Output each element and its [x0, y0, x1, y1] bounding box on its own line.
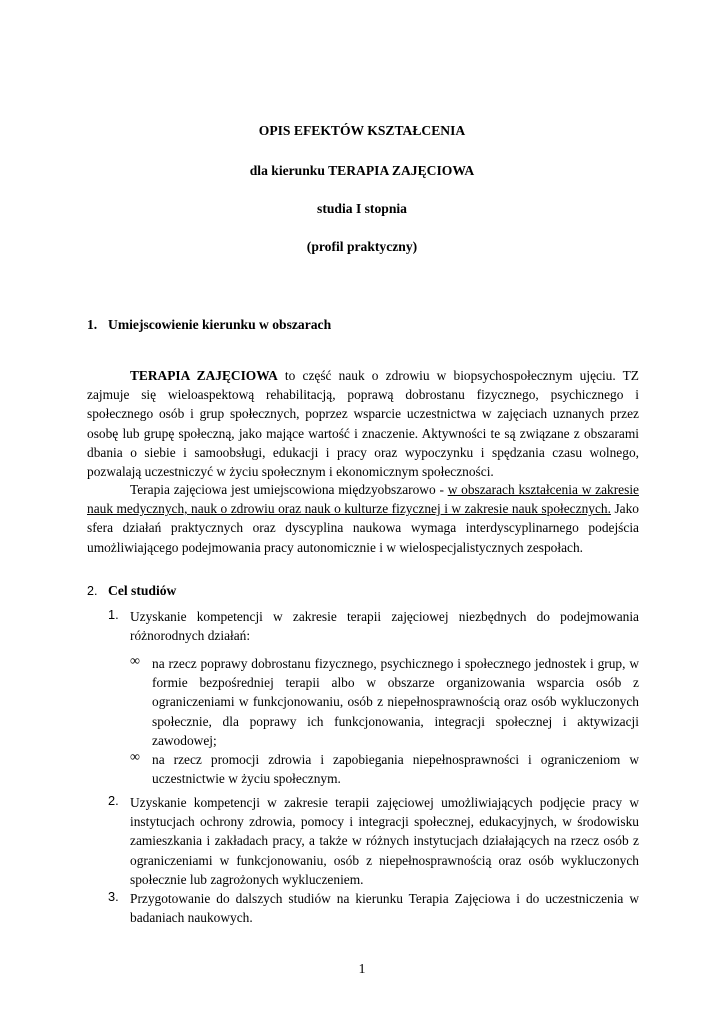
list-item-text: Uzyskanie kompetencji w zakresie terapii zajęciowej niezbędnych do podejmowania różnorodnych działań: — [130, 609, 639, 644]
infinity-bullet-icon: ∞ — [130, 750, 140, 765]
list-item — [108, 607, 639, 645]
bullet-item-text: na rzecz promocji zdrowia i zapobiegania niepełnosprawności i ograniczeniom w uczestnictwie w życiu społecznym. — [152, 752, 639, 787]
bullet-item — [130, 654, 639, 750]
paragraph-1-text: to część nauk o zdrowiu w biopsychospołecznym ujęciu. TZ zajmuje się wieloaspektową rehabilitacją, poprawą dobrostanu fizycznego, psychicznego i społecznego osób i grup społecznych, poprzez wsparcie uczestnictwa w zajęciach uznanych przez osobę lub grupę społeczną, jako mające wartość i znaczenie. Aktywności te są związane z obszarami dbania o siebie i samoobsługi, edukacji i pracy oraz wypoczynku i spędzania czasu wolnego, pozwalają uczestniczyć w życiu społecznym i ekonomicznym społeczności. — [87, 368, 639, 480]
page-number: 1 — [358, 962, 366, 977]
list-item — [108, 889, 639, 927]
section-1-paragraph-2 — [87, 480, 639, 557]
section-1-number: 1. — [87, 317, 98, 332]
document-title: OPIS EFEKTÓW KSZTAŁCENIA — [258, 123, 466, 138]
section-2-title: Cel studiów — [108, 583, 177, 598]
list-item-number: 3. — [108, 889, 119, 904]
section-1-title: Umiejscowienie kierunku w obszarach — [108, 317, 332, 332]
study-profile: (profil praktyczny) — [306, 239, 418, 254]
infinity-bullet-icon: ∞ — [130, 654, 140, 669]
document-subtitle: dla kierunku TERAPIA ZAJĘCIOWA — [249, 163, 475, 178]
program-name: TERAPIA ZAJĘCIOWA — [130, 368, 278, 383]
list-item-text: Uzyskanie kompetencji w zakresie terapii zajęciowej umożliwiających podjęcie pracy w instytucjach ochrony zdrowia, pomocy i integracji społecznej, edukacyjnych, w środowisku zamieszkania i zakładach pracy, a także w różnych instytucjach działających na rzecz osób z ograniczeniami w funkcjonowaniu, osób z niepełnosprawnością oraz osób wykluczonych społecznie lub zagrożonych wykluczeniem. — [130, 795, 639, 887]
paragraph-2-end: Jako sfera działań praktycznych oraz dyscyplina naukowa wymaga interdyscyplinarnego podejścia umożliwiającego podejmowania pracy autonomicznie i w wielospecjalistycznych zespołach. — [87, 501, 639, 555]
section-2-number: 2. — [87, 584, 98, 598]
bullet-item — [130, 750, 639, 788]
paragraph-2-start: Terapia zajęciowa jest umiejscowiona międzyobszarowo - — [130, 482, 448, 497]
list-item-number: 2. — [108, 793, 119, 808]
section-2-heading — [87, 583, 176, 599]
list-item-number: 1. — [108, 607, 119, 622]
section-1-paragraph-1 — [87, 366, 639, 481]
bullet-item-text: na rzecz poprawy dobrostanu fizycznego, psychicznego i społecznego jednostek i grup, w formie bezpośredniej terapii albo w obszarze organizowania wsparcia osób z ograniczeniami w funkcjonowaniu, osób z niepełnosprawnością oraz osób wykluczonych społecznie, dla poprawy ich funkcjonowania, integracji społecznej i aktywizacji zawodowej; — [152, 656, 639, 748]
study-level: studia I stopnia — [317, 201, 407, 216]
section-1-heading — [87, 317, 331, 333]
list-item — [108, 793, 639, 889]
paragraph-2-underlined: w obszarach kształcenia w zakresie nauk medycznych, nauk o zdrowiu oraz nauk o kulturze fizycznej i w zakresie nauk społecznych. — [87, 482, 640, 517]
list-item-text: Przygotowanie do dalszych studiów na kierunku Terapia Zajęciowa i do uczestniczenia w badaniach naukowych. — [130, 891, 639, 926]
